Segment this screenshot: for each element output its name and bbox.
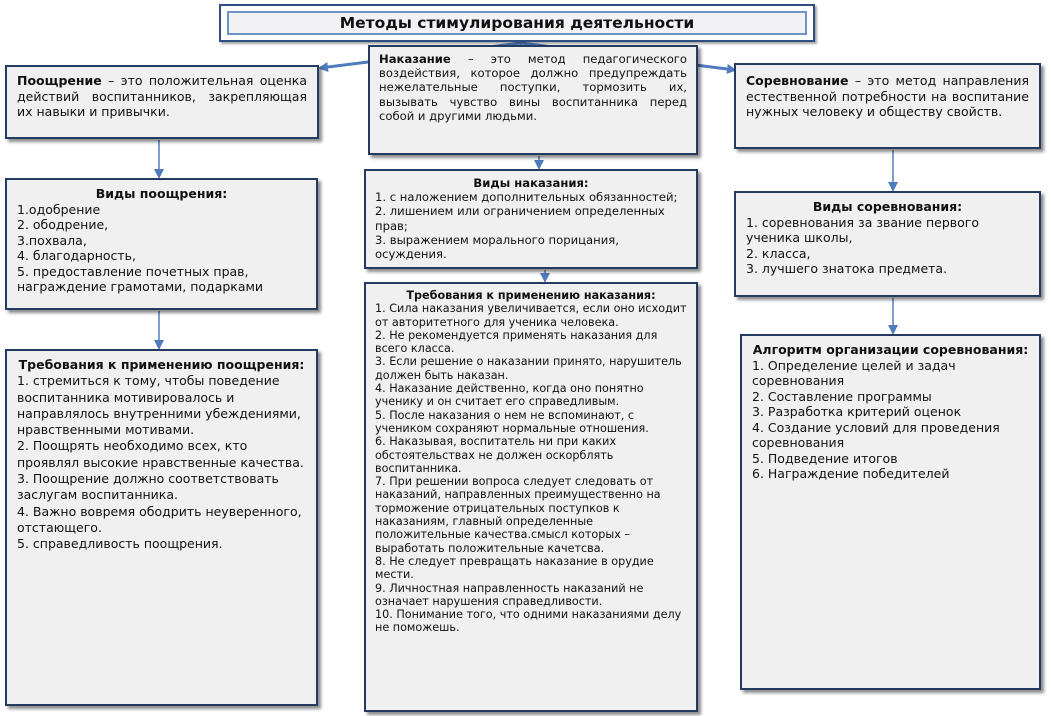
types-heading-competition: Виды соревнования: [812, 199, 963, 214]
list-item: 3.похвала, [17, 232, 87, 248]
types-box-encouragement [5, 178, 318, 310]
list-item: 6. Наказывая, воспитатель ни при каких обстоятельствах не должен оскорблять воспитанника. [375, 435, 617, 475]
algorithm-heading-competition: Алгоритм организации соревнования: [752, 342, 1029, 357]
types-box-competition [734, 191, 1041, 297]
list-item: 3. Поощрение должно соответствовать заслугам воспитанника. [17, 471, 279, 503]
list-item: 4. Наказание действенно, когда оно понятно ученику и он считает его справедливым. [375, 382, 644, 409]
types-heading-encouragement: Виды поощрения: [95, 186, 228, 201]
list-item: 4. Важно вовремя ободрить неуверенного, отстающего. [17, 503, 302, 535]
requirements-box-punishment [364, 282, 698, 712]
list-item: 2. Поощрять необходимо всех, кто проявлял высокие нравственные качества. [17, 438, 304, 470]
list-item: 1. Сила наказания увеличивается, если оно исходит от авторитетного для ученика человека. [375, 302, 687, 329]
list-item: 5. Подведение итогов [752, 450, 898, 466]
requirements-heading-punishment: Требования к применению наказания: [406, 289, 656, 302]
list-item: 3. Разработка критерий оценок [752, 404, 962, 419]
list-item: 1. соревнования за звание первого ученика школы, [746, 214, 979, 245]
list-item: 3. лучшего знатока предмета. [746, 261, 948, 276]
definition-text-competition: – это метод направления естественной потребности на воспитание нужных человеку и обществу свойств. [746, 73, 1029, 119]
list-item: 6. Награждение победителей [752, 466, 950, 481]
list-item: 4. Создание условий для проведения соревнования [752, 419, 1000, 450]
list-item: 1. Определение целей и задач соревнования [752, 357, 956, 388]
types-heading-punishment: Виды наказания: [473, 176, 589, 190]
list-item: 5. справедливость поощрения. [17, 536, 223, 552]
list-item: 2. класса, [746, 245, 811, 261]
list-item: 3. выражением морального порицания, осуждения. [375, 232, 619, 262]
list-item: 1.одобрение [17, 201, 101, 217]
definition-text-punishment: – это метод педагогического воздействия, которое должно предупреждать нежелательные поступки, тормозить их, вызывать чувство вины воспитанника перед собой и другими людьми. [379, 52, 687, 123]
term-punishment: Наказание [379, 52, 451, 66]
list-item: 9. Личностная направленность наказаний не означает нарушения справедливости. [375, 581, 644, 608]
list-item: 7. При решении вопроса следует следовать от наказаний, направленных преимущественно на торможение отрицательных поступков к наказаниям, главный определенные положительные качества.смысл которых – выработать положительные качетсва. [375, 475, 661, 555]
term-encouragement: Поощрение [17, 73, 102, 88]
list-item: 5. После наказания о нем не вспоминают, с учеником сохраняют нормальные отношения. [375, 408, 649, 435]
list-item: 3. Если решение о наказании принято, нарушитель должен быть наказан. [375, 355, 682, 382]
list-item: 10. Понимание того, что одними наказаниями делу не поможешь. [375, 608, 682, 635]
diagram-title: Методы стимулирования деятельности [227, 11, 807, 35]
list-item: 1. с наложением дополнительных обязанностей; [375, 190, 678, 205]
definition-box-encouragement [5, 65, 319, 139]
list-item: 8. Не следует превращать наказание в орудие мести. [375, 554, 654, 582]
types-box-punishment [364, 169, 698, 269]
requirements-heading-encouragement: Требования к применению поощрения: [18, 357, 305, 372]
term-competition: Соревнование [746, 73, 849, 88]
definition-text-encouragement: – это положительная оценка действий воспитанников, закрепляющая их навыки и привычки. [17, 73, 307, 119]
list-item: 2. лишением или ограничением определенных прав; [375, 204, 665, 233]
algorithm-box-competition [740, 334, 1041, 690]
list-item: 2. ободрение, [17, 217, 109, 232]
definition-box-competition [734, 63, 1041, 149]
definition-box-punishment [368, 45, 698, 155]
list-item: 1. стремиться к тому, чтобы поведение воспитанника мотивировалось и направлялось внутренними убеждениями, нравственными мотивами. [17, 373, 301, 438]
list-item: 2. Составление программы [752, 388, 932, 404]
list-item: 2. Не рекомендуется применять наказания для всего класса. [375, 328, 658, 356]
list-item: 4. благодарность, [17, 248, 137, 263]
requirements-box-encouragement [5, 349, 318, 706]
list-item: 5. предоставление почетных прав, награждение грамотами, подарками [17, 263, 264, 294]
diagram-title-box [219, 4, 815, 42]
